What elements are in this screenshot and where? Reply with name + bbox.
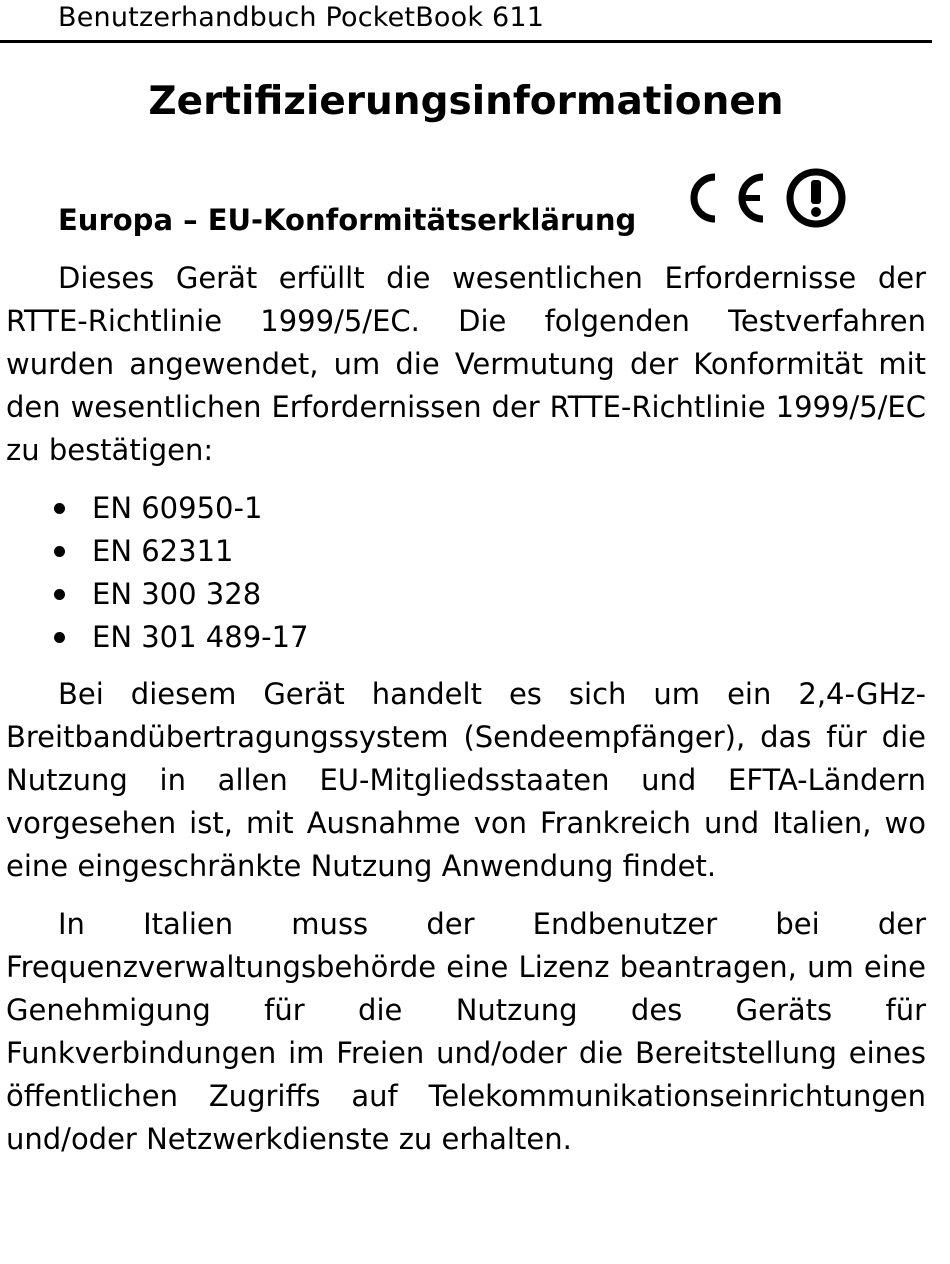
bullet-icon xyxy=(54,589,65,600)
list-item xyxy=(50,530,309,573)
certification-marks-graphic xyxy=(684,166,854,230)
header-divider xyxy=(0,40,932,43)
bullet-icon xyxy=(54,632,65,643)
standards-list xyxy=(50,487,309,659)
ce-mark-icon xyxy=(694,177,763,219)
list-item xyxy=(50,616,309,659)
certification-marks xyxy=(684,166,854,230)
intro-paragraph: Dieses Gerät erfüllt die wesentlichen Erfordernisse der RTTE-Richtlinie 1999/5/EC. Die folgenden Testverfahren wurden angewendet, um die Vermutung der Konformität mit den wesentlichen Erfordernissen der RTTE-Richtlinie 1999/5/EC zu bestätigen: xyxy=(6,261,926,467)
bullet-icon xyxy=(54,503,65,514)
standard-label: EN 62311 xyxy=(92,534,234,568)
standard-label: EN 60950-1 xyxy=(92,491,263,525)
standard-label: EN 300 328 xyxy=(92,577,262,611)
list-item xyxy=(50,487,309,530)
page-title: Zertifizierungsinformationen xyxy=(148,79,784,124)
running-header: Benutzerhandbuch PocketBook 611 xyxy=(58,2,545,33)
list-item xyxy=(50,573,309,616)
standard-label: EN 301 489-17 xyxy=(92,620,309,654)
alert-class-icon xyxy=(790,172,842,224)
bullet-icon xyxy=(54,546,65,557)
section-heading: Europa – EU-Konformitätserklärung xyxy=(58,203,637,237)
italy-paragraph: In Italien muss der Endbenutzer bei der Frequenzverwaltungsbehörde eine Lizenz beantragen, um eine Genehmigung für die Nutzung des Geräts für Funkverbindungen im Freien und/oder die Bereitstellung eines öffentlichen Zugriffs auf Telekommunikationseinrichtungen und/oder Netzwerkdienste zu erhalten. xyxy=(6,907,926,1156)
usage-paragraph: Bei diesem Gerät handelt es sich um ein 2,4-GHz-Breitbandübertragungssystem (Sendeempfänger), das für die Nutzung in allen EU-Mitgliedsstaaten und EFTA-Ländern vorgesehen ist, mit Ausnahme von Frankreich und Italien, wo eine eingeschränkte Nutzung Anwendung findet. xyxy=(6,677,926,883)
